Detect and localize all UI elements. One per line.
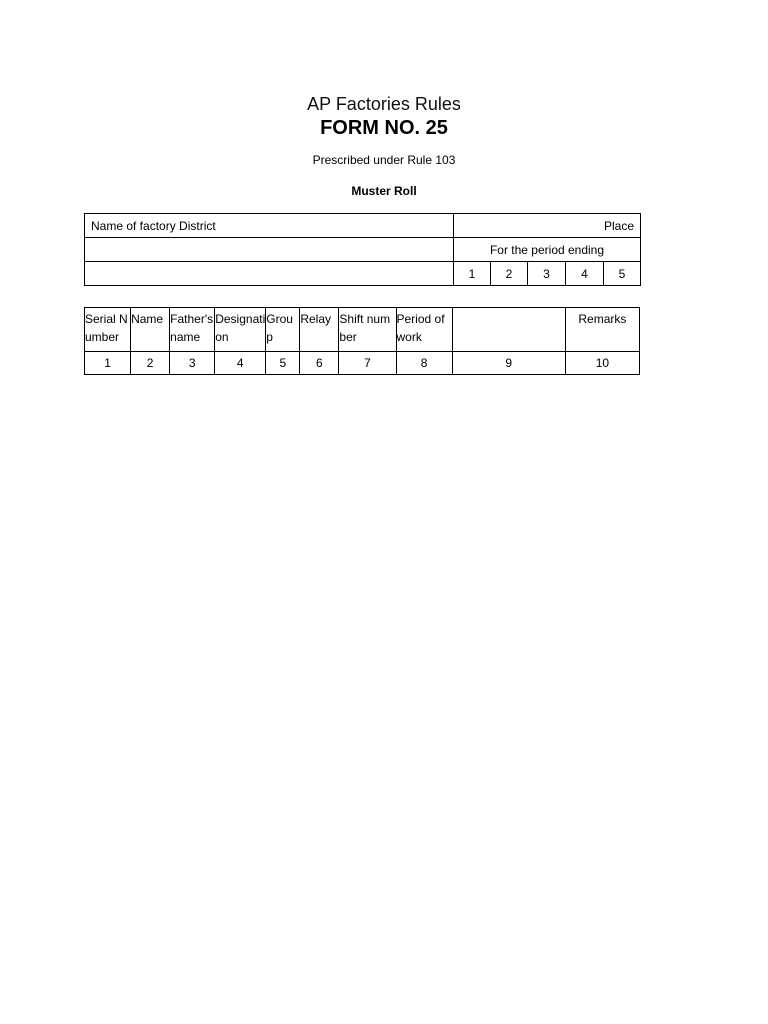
form-number: FORM NO. 25 [320, 117, 448, 139]
day-number-cell: 1 [454, 262, 491, 286]
day-number-row [85, 262, 641, 286]
column-header-row [85, 308, 640, 352]
blank-cell[interactable] [85, 238, 454, 262]
form-rules-title: AP Factories Rules [307, 94, 461, 114]
column-header: Group [266, 308, 300, 352]
factory-district-cell[interactable]: Name of factory District [85, 214, 454, 238]
factory-row [85, 214, 641, 238]
column-header: Designation [215, 308, 266, 352]
column-number: 5 [266, 352, 300, 375]
column-header: Relay [300, 308, 339, 352]
muster-roll-table [84, 307, 640, 375]
column-header: Remarks [565, 308, 639, 352]
column-number: 6 [300, 352, 339, 375]
day-number-cell: 5 [604, 262, 641, 286]
column-number: 10 [565, 352, 639, 375]
blank-cell[interactable] [85, 262, 454, 286]
column-number: 8 [396, 352, 452, 375]
column-header: Father's name [170, 308, 215, 352]
column-header: Period of work [396, 308, 452, 352]
column-number: 3 [170, 352, 215, 375]
column-number: 1 [85, 352, 131, 375]
column-header: Shift number [339, 308, 396, 352]
place-cell[interactable]: Place [454, 214, 641, 238]
column-number-row [85, 352, 640, 375]
column-number: 4 [215, 352, 266, 375]
form-subtitle: Muster Roll [351, 184, 417, 198]
column-number: 7 [339, 352, 396, 375]
column-number: 9 [452, 352, 565, 375]
column-header: Serial Number [85, 308, 131, 352]
period-ending-cell: For the period ending [454, 238, 641, 262]
column-header: Name [131, 308, 170, 352]
column-number: 2 [131, 352, 170, 375]
column-header [452, 308, 565, 352]
period-row [85, 238, 641, 262]
factory-info-table [84, 213, 641, 286]
prescribed-rule: Prescribed under Rule 103 [312, 153, 456, 167]
day-number-cell: 2 [491, 262, 528, 286]
day-number-cell: 4 [566, 262, 604, 286]
day-number-cell: 3 [528, 262, 566, 286]
